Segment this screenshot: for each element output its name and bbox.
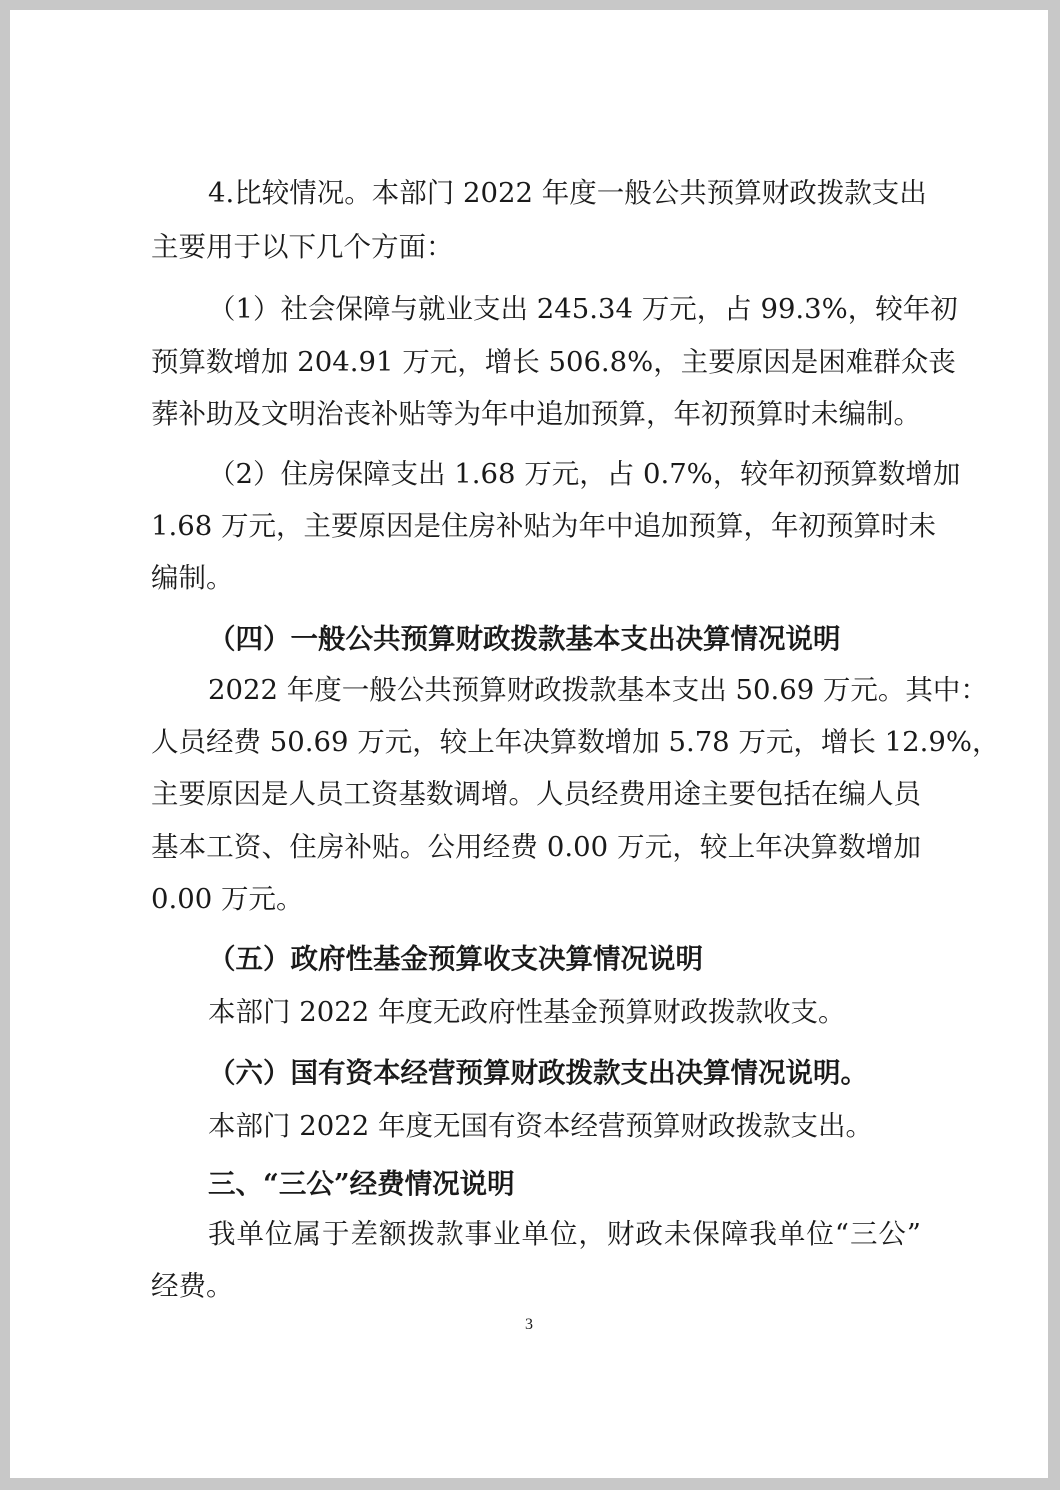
section-three-line-2: 经费。 <box>151 1270 234 1302</box>
section-three-line-1: 我单位属于差额拨款事业单位，财政未保障我单位“三公” <box>208 1218 921 1250</box>
section-6-line-1: 本部门 2022 年度无国有资本经营预算财政拨款支出。 <box>208 1110 873 1142</box>
section-5-line-1: 本部门 2022 年度无政府性基金预算财政拨款收支。 <box>208 996 846 1028</box>
item-1-line-1: （1）社会保障与就业支出 245.34 万元，占 99.3%，较年初 <box>208 293 958 325</box>
section-4-heading: （四）一般公共预算财政拨款基本支出决算情况说明 <box>208 623 841 655</box>
section-4-line-2: 人员经费 50.69 万元，较上年决算数增加 5.78 万元，增长 12.9%， <box>151 726 1000 758</box>
section-4-line-4: 基本工资、住房补贴。公用经费 0.00 万元，较上年决算数增加 <box>151 831 921 863</box>
item-2-line-1: （2）住房保障支出 1.68 万元，占 0.7%，较年初预算数增加 <box>208 458 961 490</box>
comparison-line-1: 4.比较情况。本部门 2022 年度一般公共预算财政拨款支出 <box>208 177 927 209</box>
section-6-heading: （六）国有资本经营预算财政拨款支出决算情况说明。 <box>208 1057 868 1089</box>
item-2-line-3: 编制。 <box>151 562 234 594</box>
section-three-heading: 三、“三公”经费情况说明 <box>208 1168 515 1200</box>
item-1-line-2: 预算数增加 204.91 万元，增长 506.8%，主要原因是困难群众丧 <box>151 346 956 378</box>
section-4-line-1: 2022 年度一般公共预算财政拨款基本支出 50.69 万元。其中： <box>208 674 988 706</box>
item-1-line-3: 葬补助及文明治丧补贴等为年中追加预算，年初预算时未编制。 <box>151 398 921 430</box>
section-5-heading: （五）政府性基金预算收支决算情况说明 <box>208 943 703 975</box>
page-number: 3 <box>525 1316 533 1333</box>
comparison-line-2: 主要用于以下几个方面： <box>151 231 454 263</box>
section-4-line-3: 主要原因是人员工资基数调增。人员经费用途主要包括在编人员 <box>151 778 921 810</box>
item-2-line-2: 1.68 万元，主要原因是住房补贴为年中追加预算，年初预算时未 <box>151 510 936 542</box>
document-page <box>10 10 1048 1478</box>
section-4-line-5: 0.00 万元。 <box>151 883 304 915</box>
